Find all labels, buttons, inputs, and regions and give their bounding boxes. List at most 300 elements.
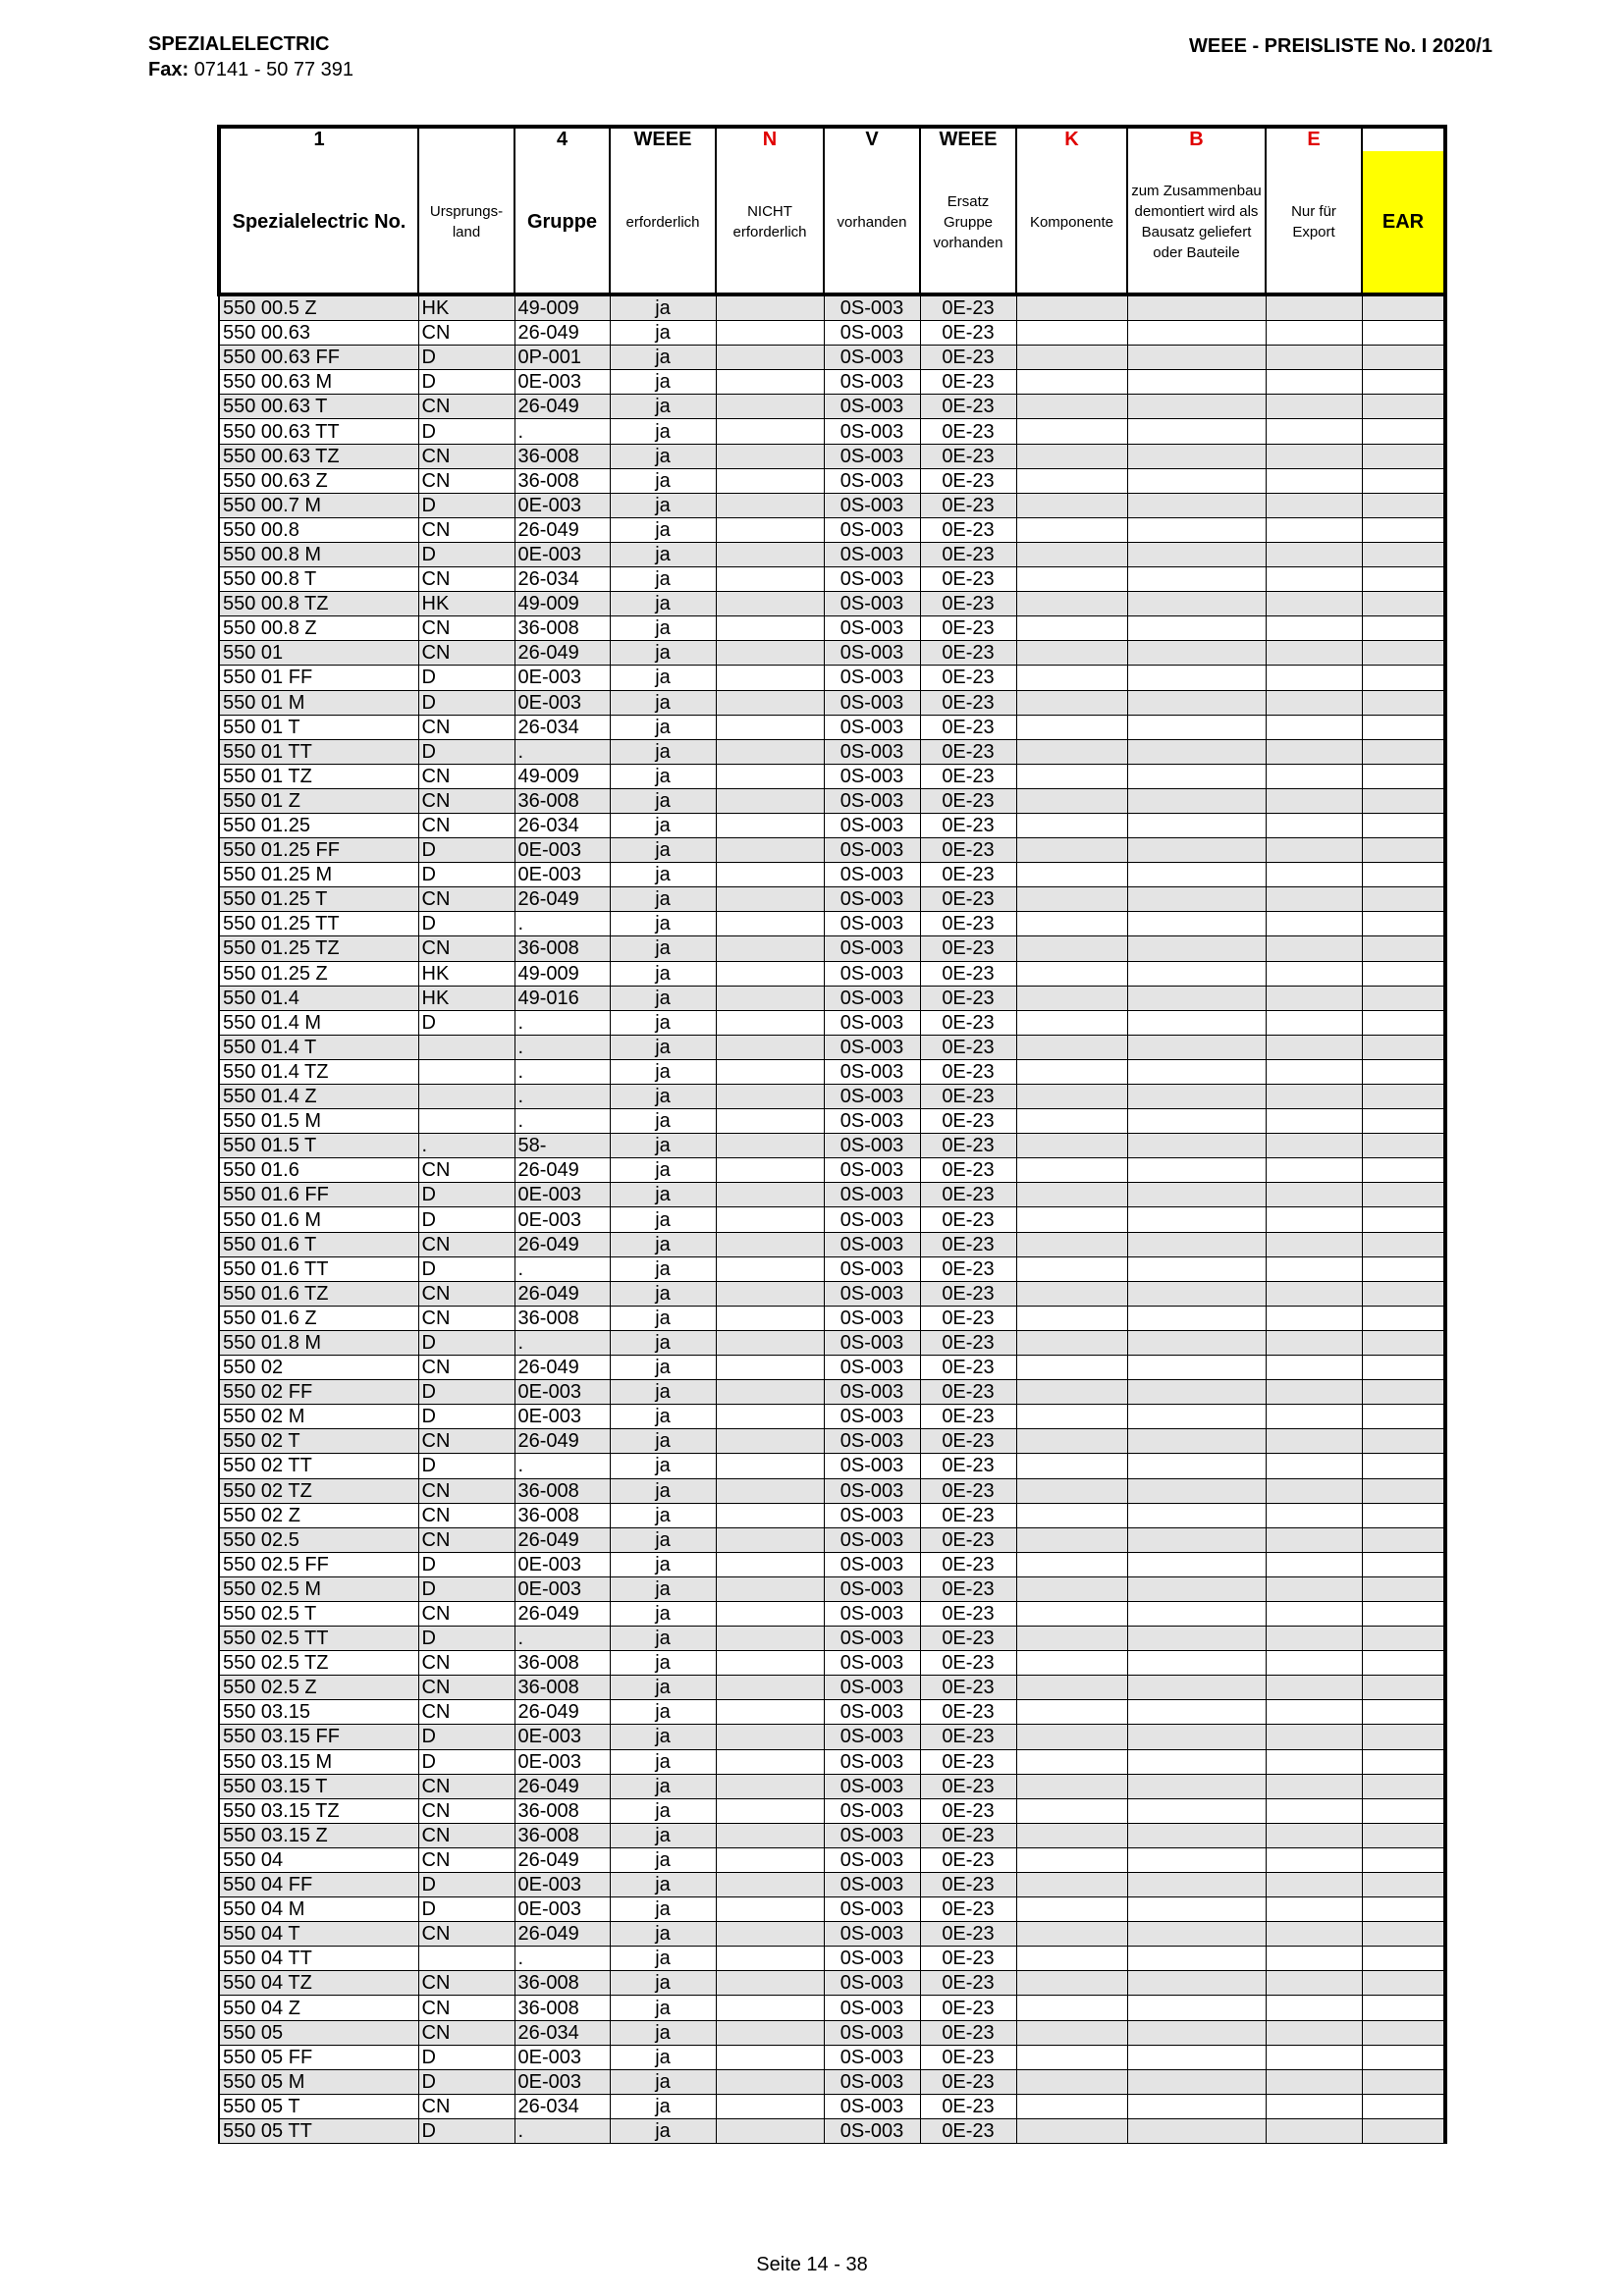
table-cell: . [514,1085,610,1109]
table-row [219,912,1445,936]
table-cell [1127,1527,1266,1552]
table-cell [1362,1749,1445,1774]
table-cell: CN [418,517,514,542]
table-cell: ja [610,542,716,566]
table-row [219,1725,1445,1749]
table-cell: 0E-003 [514,493,610,517]
table-cell [716,1134,824,1158]
table-cell [716,2094,824,2118]
table-cell: 550 03.15 [219,1700,418,1725]
table-cell [1362,1380,1445,1405]
table-cell: ja [610,1601,716,1626]
table-cell: CN [418,1356,514,1380]
table-cell [1127,395,1266,419]
table-cell: 0E-23 [920,1823,1016,1847]
table-cell [716,887,824,912]
table-row [219,666,1445,690]
table-cell [716,2118,824,2143]
table-cell [1362,2020,1445,2045]
table-cell: 0S-003 [824,1010,920,1035]
table-cell [1127,1749,1266,1774]
table-cell: ja [610,592,716,616]
table-cell [1266,1306,1362,1330]
table-cell: 0S-003 [824,346,920,370]
table-cell [1266,1232,1362,1256]
table-cell [1127,813,1266,837]
table-cell [1266,567,1362,592]
table-row [219,1059,1445,1084]
table-cell [1127,1330,1266,1355]
table-cell: 0S-003 [824,1035,920,1059]
table-cell [716,616,824,641]
table-cell: 550 04 M [219,1897,418,1922]
table-cell [1016,764,1127,788]
table-cell [1016,1429,1127,1454]
table-cell [1016,690,1127,715]
table-cell: 36-008 [514,788,610,813]
table-cell: 0E-23 [920,1774,1016,1798]
table-cell: D [418,2045,514,2069]
table-cell [716,2069,824,2094]
table-cell: 36-008 [514,468,610,493]
header-row-labels [219,151,1445,294]
table-cell: 550 00.8 TZ [219,592,418,616]
table-cell: 26-049 [514,1232,610,1256]
table-row [219,1971,1445,1996]
col-code [1362,127,1445,151]
table-cell [1016,1134,1127,1158]
table-cell: ja [610,1256,716,1281]
col-code: K [1016,127,1127,151]
table-cell: D [418,1207,514,1232]
table-cell: CN [418,1281,514,1306]
table-cell: 0S-003 [824,1897,920,1922]
table-cell: ja [610,1725,716,1749]
table-cell [1127,1429,1266,1454]
table-cell: 36-008 [514,1798,610,1823]
table-cell [1266,1700,1362,1725]
table-cell: 26-049 [514,1700,610,1725]
table-cell: D [418,1183,514,1207]
table-cell: ja [610,936,716,961]
table-cell [1266,2020,1362,2045]
table-cell: ja [610,321,716,346]
table-cell: CN [418,1971,514,1996]
table-cell [716,1676,824,1700]
table-cell: 0E-23 [920,863,1016,887]
table-cell: . [514,1059,610,1084]
table-row [219,346,1445,370]
table-cell [1266,1158,1362,1183]
table-cell [1016,1330,1127,1355]
table-cell [1127,1158,1266,1183]
table-cell [1127,863,1266,887]
table-cell [1016,666,1127,690]
table-cell: 0S-003 [824,1059,920,1084]
table-cell [1127,1109,1266,1134]
table-cell: 0E-23 [920,1134,1016,1158]
table-cell [1127,419,1266,444]
table-cell [1362,1725,1445,1749]
table-cell: 0S-003 [824,641,920,666]
table-cell [1127,1651,1266,1676]
table-cell: 0S-003 [824,542,920,566]
table-cell [1362,1922,1445,1947]
table-cell [1016,912,1127,936]
table-cell [716,715,824,739]
table-cell [1016,1158,1127,1183]
table-cell [716,1971,824,1996]
table-cell: 550 00.63 T [219,395,418,419]
table-cell: CN [418,1503,514,1527]
table-cell [716,1847,824,1872]
table-cell [1266,1478,1362,1503]
table-cell [1266,1356,1362,1380]
table-cell [716,444,824,468]
table-cell [1266,1380,1362,1405]
table-cell [1266,2094,1362,2118]
table-cell: 550 02.5 T [219,1601,418,1626]
table-row [219,2069,1445,2094]
table-row [219,1676,1445,1700]
table-cell [1266,2045,1362,2069]
table-cell: 0S-003 [824,1947,920,1971]
table-cell: ja [610,986,716,1010]
table-cell: 550 01.25 TZ [219,936,418,961]
table-cell: CN [418,715,514,739]
table-cell: 550 02.5 TT [219,1627,418,1651]
table-cell: . [418,1134,514,1158]
table-cell: 0E-23 [920,1010,1016,1035]
column-header: Ersatz Gruppe vorhanden [920,151,1016,294]
table-cell [1016,936,1127,961]
table-cell: 0S-003 [824,1207,920,1232]
table-cell: ja [610,1134,716,1158]
table-cell: ja [610,863,716,887]
table-cell: 0S-003 [824,936,920,961]
table-cell [1362,2069,1445,2094]
table-cell: CN [418,1478,514,1503]
table-cell: ja [610,1527,716,1552]
table-row [219,788,1445,813]
table-cell [716,1380,824,1405]
table-row [219,2094,1445,2118]
table-cell: 0E-003 [514,1873,610,1897]
table-cell: 550 02.5 [219,1527,418,1552]
table-cell [716,641,824,666]
table-cell: 49-009 [514,294,610,321]
table-cell: 0E-23 [920,936,1016,961]
table-row [219,444,1445,468]
table-cell [1362,1947,1445,1971]
table-cell: D [418,542,514,566]
table-cell: HK [418,592,514,616]
table-cell: ja [610,1996,716,2020]
table-cell [1016,1823,1127,1847]
table-cell [1127,641,1266,666]
table-cell [1016,1356,1127,1380]
table-cell: 0E-23 [920,1971,1016,1996]
table-cell [1266,1256,1362,1281]
table-row [219,517,1445,542]
column-header: Gruppe [514,151,610,294]
table-cell: 0E-23 [920,2118,1016,2143]
table-cell: 0E-23 [920,1429,1016,1454]
table-cell [1016,1676,1127,1700]
table-cell: 0E-23 [920,1897,1016,1922]
table-cell: 0S-003 [824,2069,920,2094]
table-row [219,1306,1445,1330]
header-row-codes [219,127,1445,151]
table-cell [1127,912,1266,936]
table-cell: 26-049 [514,1774,610,1798]
table-cell [1362,1356,1445,1380]
table-cell [1362,294,1445,321]
table-row [219,1454,1445,1478]
table-cell: ja [610,1627,716,1651]
table-cell: HK [418,961,514,986]
table-cell [1266,2118,1362,2143]
table-cell: . [514,912,610,936]
table-cell: ja [610,2045,716,2069]
table-cell: 550 01.6 Z [219,1306,418,1330]
table-cell: 0E-23 [920,294,1016,321]
table-cell: 0E-003 [514,1380,610,1405]
table-cell [1362,321,1445,346]
table-cell: 0S-003 [824,1158,920,1183]
table-cell: . [514,1035,610,1059]
table-cell [1362,370,1445,395]
table-cell: ja [610,616,716,641]
table-row [219,1010,1445,1035]
table-cell: 0S-003 [824,912,920,936]
table-cell [716,838,824,863]
table-cell: 0S-003 [824,1700,920,1725]
table-cell: 550 02 FF [219,1380,418,1405]
table-cell [1127,887,1266,912]
table-cell [418,1109,514,1134]
table-cell [1266,1134,1362,1158]
table-cell [1016,1627,1127,1651]
table-cell: 550 00.8 Z [219,616,418,641]
table-cell [1016,1601,1127,1626]
table-cell [1127,1134,1266,1158]
table-cell: 0E-23 [920,1478,1016,1503]
table-cell: ja [610,1774,716,1798]
table-cell: ja [610,395,716,419]
col-code: 1 [219,127,418,151]
table-cell: ja [610,567,716,592]
table-cell: ja [610,1749,716,1774]
table-cell: 0E-23 [920,1676,1016,1700]
table-cell [1362,1232,1445,1256]
table-cell: CN [418,936,514,961]
table-cell [1362,1035,1445,1059]
table-cell [1016,1847,1127,1872]
table-cell [1127,1380,1266,1405]
table-cell: . [514,419,610,444]
table-row [219,1576,1445,1601]
table-cell: D [418,1873,514,1897]
table-cell: ja [610,1059,716,1084]
table-cell: 0E-23 [920,1922,1016,1947]
col-code: WEEE [610,127,716,151]
table-cell: 26-034 [514,2020,610,2045]
table-cell: 550 02 M [219,1405,418,1429]
table-cell [1127,1576,1266,1601]
table-cell [1362,1281,1445,1306]
table-cell [716,1429,824,1454]
table-cell: 0E-23 [920,1873,1016,1897]
table-cell: ja [610,1035,716,1059]
table-cell [1016,616,1127,641]
table-cell: 0E-003 [514,863,610,887]
table-cell [1362,1059,1445,1084]
fax-label: Fax: [148,59,189,80]
table-cell [1016,294,1127,321]
table-row [219,715,1445,739]
table-cell: 0E-23 [920,715,1016,739]
table-cell: 550 02 TZ [219,1478,418,1503]
table-cell [1127,1356,1266,1380]
table-cell: 550 02.5 FF [219,1552,418,1576]
table-cell [1016,1725,1127,1749]
table-cell: D [418,2118,514,2143]
table-cell: 0E-23 [920,666,1016,690]
table-cell: 0S-003 [824,887,920,912]
table-cell: D [418,912,514,936]
table-cell: ja [610,2069,716,2094]
table-cell: 0E-003 [514,1552,610,1576]
table-cell [1362,912,1445,936]
table-cell: 0S-003 [824,1922,920,1947]
table-cell: 0S-003 [824,321,920,346]
table-row [219,1947,1445,1971]
table-cell: 0S-003 [824,1576,920,1601]
table-cell [1016,517,1127,542]
table-cell [1016,1232,1127,1256]
table-cell [1016,493,1127,517]
table-cell: 550 01.6 TT [219,1256,418,1281]
table-cell: 0S-003 [824,1356,920,1380]
table-row [219,567,1445,592]
document-title: WEEE - PREISLISTE No. I 2020/1 [1189,35,1492,57]
table-cell [1127,1256,1266,1281]
table-cell: ja [610,1947,716,1971]
table-cell: ja [610,1971,716,1996]
table-cell: CN [418,1823,514,1847]
table-cell: 0E-23 [920,1996,1016,2020]
table-cell [716,1503,824,1527]
table-cell: 0E-23 [920,690,1016,715]
table-cell [1362,764,1445,788]
col-code: V [824,127,920,151]
table-cell [1127,468,1266,493]
table-row [219,1774,1445,1798]
table-cell [1266,1971,1362,1996]
table-cell: 0S-003 [824,1429,920,1454]
table-cell: 550 03.15 T [219,1774,418,1798]
table-cell [1016,468,1127,493]
table-cell: 0E-23 [920,1256,1016,1281]
table-cell [716,1749,824,1774]
table-cell [1362,493,1445,517]
table-cell: 0E-23 [920,592,1016,616]
table-cell [1127,1035,1266,1059]
col-code: 4 [514,127,610,151]
table-cell: ja [610,294,716,321]
table-cell [1362,1847,1445,1872]
table-cell [1127,838,1266,863]
table-cell [1362,1576,1445,1601]
table-row [219,2118,1445,2143]
column-header: erforderlich [610,151,716,294]
table-cell: 0S-003 [824,1085,920,1109]
table-cell [1266,1725,1362,1749]
table-cell [1127,986,1266,1010]
table-cell [1266,1552,1362,1576]
table-cell: 550 03.15 M [219,1749,418,1774]
table-cell [1362,1971,1445,1996]
table-cell [716,912,824,936]
table-cell [1266,1774,1362,1798]
table-cell [1266,493,1362,517]
table-cell: 550 01 TT [219,739,418,764]
table-row [219,395,1445,419]
table-cell [1266,1429,1362,1454]
table-cell [1362,838,1445,863]
table-cell: D [418,666,514,690]
table-cell [1127,2069,1266,2094]
table-cell [1266,1651,1362,1676]
table-cell: D [418,370,514,395]
table-cell [1362,1700,1445,1725]
table-cell: 0E-23 [920,1847,1016,1872]
table-cell: 0S-003 [824,764,920,788]
table-cell: 0S-003 [824,1380,920,1405]
table-cell [1127,592,1266,616]
table-cell: CN [418,1847,514,1872]
table-cell: ja [610,1552,716,1576]
table-cell [716,567,824,592]
table-cell [1016,1749,1127,1774]
table-cell [716,2020,824,2045]
table-cell [1362,542,1445,566]
table-cell [1127,715,1266,739]
table-cell: 0S-003 [824,395,920,419]
table-cell [1266,1947,1362,1971]
table-cell: 0E-23 [920,1552,1016,1576]
table-cell: 550 00.8 [219,517,418,542]
table-cell: ja [610,2118,716,2143]
table-cell [716,1527,824,1552]
table-cell [1016,1971,1127,1996]
table-cell [1127,1897,1266,1922]
table-cell: 0E-23 [920,1380,1016,1405]
table-cell: 0E-003 [514,1897,610,1922]
table-cell: ja [610,1380,716,1405]
table-cell [1362,1552,1445,1576]
table-cell [1016,1947,1127,1971]
table-cell: 26-049 [514,321,610,346]
table-cell: 0E-23 [920,1356,1016,1380]
table-cell [1016,1996,1127,2020]
table-cell [1016,1552,1127,1576]
table-cell: 550 03.15 FF [219,1725,418,1749]
table-cell [716,986,824,1010]
table-cell: 49-009 [514,592,610,616]
table-cell: 0S-003 [824,419,920,444]
